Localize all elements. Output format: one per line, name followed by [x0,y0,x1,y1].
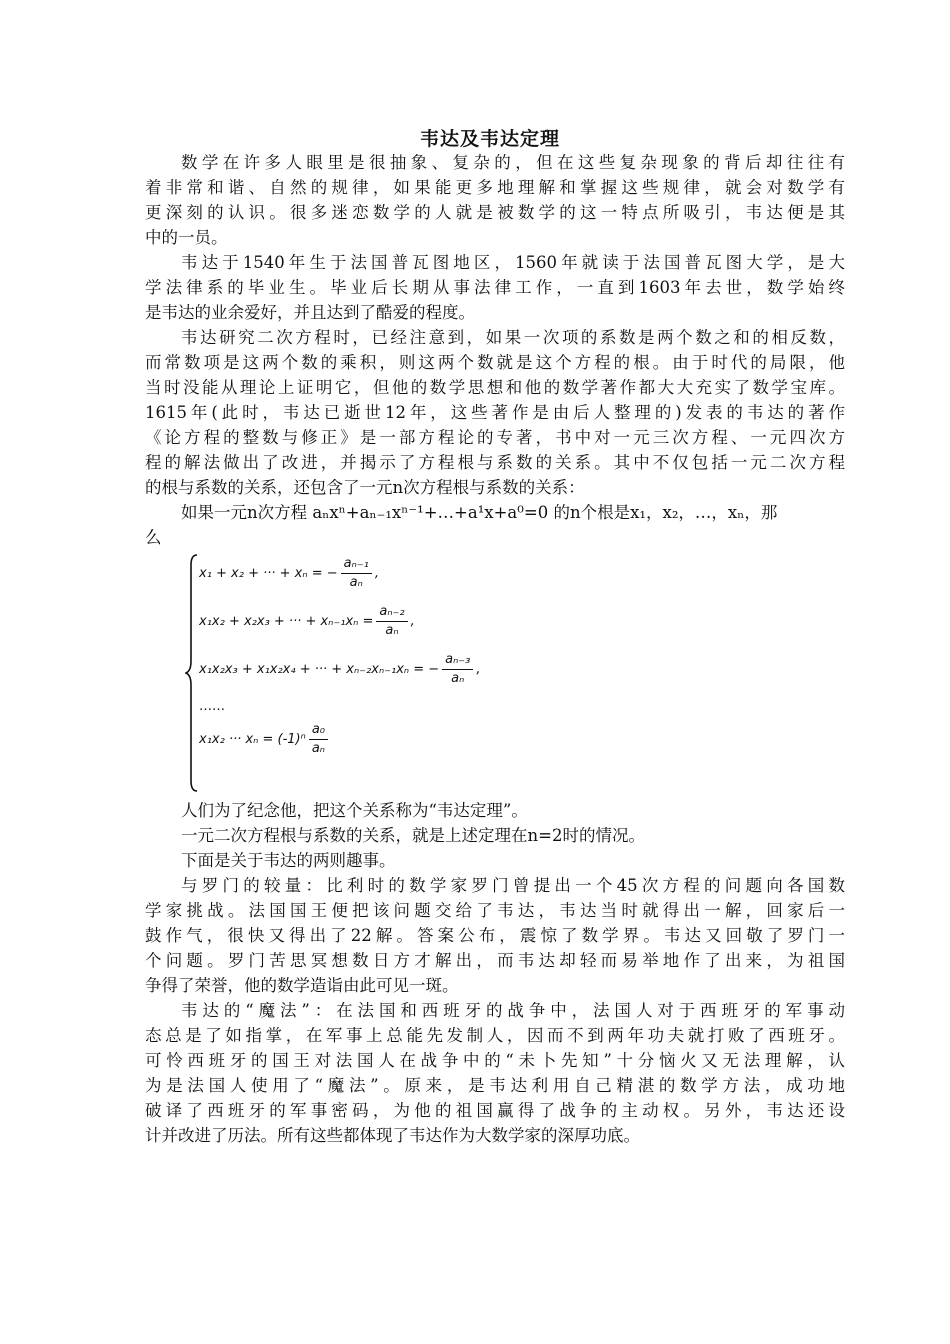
fraction [309,723,328,757]
fraction-denominator: aₙ [385,623,399,639]
text-line: 数学在许多人眼里是很抽象、复杂的，但在这些复杂现象的背后却往往有 [181,153,845,172]
text-line: 为是法国人使用了“魔法”。原来，是韦达利用自己精湛的数学方法，成功地 [145,1076,845,1095]
text-line: 的根与系数的关系，还包含了一元n次方程根与系数的关系： [145,478,585,497]
fraction-denominator: aₙ [349,575,363,591]
paragraph-4 [145,798,845,823]
equation-product-of-roots [199,723,331,757]
text-line: 学家挑战。法国国王便把该问题交给了韦达，韦达当时就得出一解，回家后一 [145,901,845,920]
formula-intro-suffix: 的n个根是x₁，x₂，…，xₙ，那 [553,503,778,522]
paragraph-5 [145,823,845,848]
fraction [341,557,372,591]
text-line: 当时没能从理论上证明它，但他的数学思想和他的数学著作都大大充实了数学宝库。 [145,378,845,397]
text-line: 人们为了纪念他，把这个关系称为“韦达定理”。 [181,801,528,820]
paragraph-3 [145,325,845,500]
fraction-denominator: aₙ [451,671,465,687]
fraction-numerator: aₙ₋₃ [442,653,473,670]
text-line: 而常数项是这两个数的乘积，则这两个数就是这个方程的根。由于时代的局限，他 [145,353,845,372]
body-text-bottom [145,798,845,1148]
paragraph-2 [145,250,845,325]
text-line: 么 [145,528,162,547]
equation-lhs: x₁x₂ ··· xₙ = (-1)ⁿ [199,732,306,748]
fraction-denominator: aₙ [311,741,325,757]
text-line: 《论方程的整数与修正》是一部方程论的专著，书中对一元三次方程、一元四次方 [145,428,845,447]
paragraph-6 [145,848,845,873]
text-line: 韦达研究二次方程时，已经注意到，如果一次项的系数是两个数之和的相反数， [181,328,845,347]
equation-comma: , [374,566,379,582]
text-line: 程的解法做出了改进，并揭示了方程根与系数的关系。其中不仅包括一元二次方程 [145,453,845,472]
formula-intro-line [145,500,845,525]
text-line: 中的一员。 [145,228,228,247]
text-line: 韦达的“魔法”：在法国和西班牙的战争中，法国人对于西班牙的军事动 [181,1001,845,1020]
fraction-numerator: aₙ₋₁ [341,557,372,574]
paragraph-8 [145,998,845,1148]
text-line: 可怜西班牙的国王对法国人在战争中的“未卜先知”十分恼火又无法理解，认 [145,1051,845,1070]
text-line: 1615年(此时，韦达已逝世12年，这些著作是由后人整理的)发表的韦达的著作 [145,403,845,422]
formula-intro-prefix: 如果一元n次方程 [181,503,308,522]
text-line: 一元二次方程根与系数的关系，就是上述定理在n=2时的情况。 [181,826,645,845]
equation-comma: , [410,614,415,630]
text-line: 态总是了如指掌，在军事上总能先发制人，因而不到两年功夫就打败了西班牙。 [145,1026,845,1045]
equation-ellipsis: …… [199,699,225,714]
equation-comma: , [476,662,481,678]
text-line: 着非常和谐、自然的规律，如果能更多地理解和掌握这些规律，就会对数学有 [145,178,845,197]
text-line: 个问题。罗门苦思冥想数日方才解出，而韦达却轻而易举地作了出来，为祖国 [145,951,845,970]
fraction [376,605,407,639]
fraction [442,653,473,687]
text-line: 计并改进了历法。所有这些都体现了韦达作为大数学家的深厚功底。 [145,1126,640,1145]
fraction-numerator: a₀ [309,723,328,740]
text-line: 争得了荣誉，他的数学造诣由此可见一斑。 [145,976,459,995]
equation-lhs: x₁ + x₂ + ··· + xₙ = − [199,566,338,582]
text-line: 与罗门的较量：比利时的数学家罗门曾提出一个45次方程的问题向各国数 [181,876,845,895]
vieta-formula-system [185,553,745,793]
paragraph-7 [145,873,845,998]
equation-triple-products [199,653,481,687]
text-line: 学法律系的毕业生。毕业后长期从事法律工作，一直到1603年去世，数学始终 [145,278,845,297]
equation-lhs: x₁x₂x₃ + x₁x₂x₄ + ··· + xₙ₋₂xₙ₋₁xₙ = − [199,662,440,678]
body-text-top [145,150,845,550]
text-line: 更深刻的认识。很多迷恋数学的人就是被数学的这一特点所吸引，韦达便是其 [145,203,845,222]
fraction-numerator: aₙ₋₂ [376,605,407,622]
equation-pairwise-products [199,605,415,639]
text-line: 鼓作气，很快又得出了22解。答案公布，震惊了数学界。韦达又回敬了罗门一 [145,926,845,945]
page-title: 韦达及韦达定理 [419,128,560,150]
polynomial-equation: aₙxⁿ+aₙ₋₁xⁿ⁻¹+…+a¹x+a⁰=0 [312,503,549,522]
text-line: 韦达于1540年生于法国普瓦图地区，1560年就读于法国普瓦图大学，是大 [181,253,845,272]
text-line: 下面是关于韦达的两则趣事。 [181,851,396,870]
equation-sum-of-roots [199,557,379,591]
text-line: 破译了西班牙的军事密码，为他的祖国赢得了战争的主动权。另外，韦达还设 [145,1101,845,1120]
formula-intro [145,500,845,550]
text-line: 是韦达的业余爱好，并且达到了酷爱的程度。 [145,303,475,322]
paragraph-1 [145,150,845,250]
equation-lhs: x₁x₂ + x₂x₃ + ··· + xₙ₋₁xₙ = [199,614,374,630]
